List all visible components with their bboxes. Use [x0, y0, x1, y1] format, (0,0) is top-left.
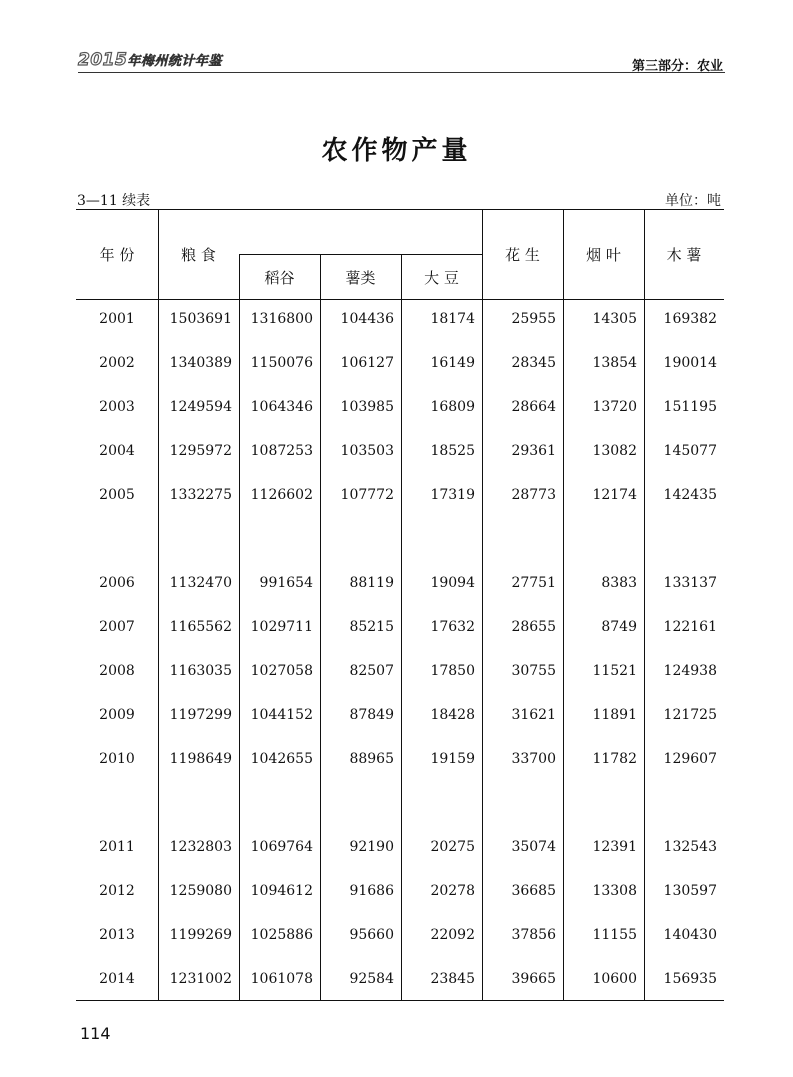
- table-cell-tuber: 92584: [349, 971, 394, 987]
- table-cell-tobacco: 13854: [592, 355, 637, 371]
- table-cell-peanut: 28655: [511, 619, 556, 635]
- table-cell-tuber: 106127: [340, 355, 394, 371]
- table-cell-tobacco: 11521: [592, 663, 637, 679]
- subheader-rule: [239, 254, 482, 255]
- table-cell-rice: 1150076: [250, 355, 313, 371]
- table-cell-rice: 1064346: [250, 399, 313, 415]
- table-cell-year: 2001: [99, 311, 135, 327]
- table-cell-soybean: 22092: [430, 927, 475, 943]
- table-cell-tobacco: 14305: [592, 311, 637, 327]
- table-cell-soybean: 18428: [430, 707, 475, 723]
- table-cell-peanut: 31621: [511, 707, 556, 723]
- header-year: 2015: [78, 50, 128, 70]
- table-cell-soybean: 18525: [430, 443, 475, 459]
- table-cell-year: 2008: [99, 663, 135, 679]
- table-cell-peanut: 28345: [511, 355, 556, 371]
- column-rule: [158, 209, 159, 1000]
- table-cell-year: 2013: [99, 927, 135, 943]
- column-header-grain: 粮 食: [181, 246, 216, 264]
- table-cell-tuber: 82507: [349, 663, 394, 679]
- table-cell-rice: 1316800: [250, 311, 313, 327]
- table-cell-tobacco: 11155: [592, 927, 637, 943]
- page-title: 农作物产量: [321, 136, 472, 166]
- table-cell-cassava: 140430: [663, 927, 717, 943]
- table-cell-cassava: 130597: [663, 883, 717, 899]
- table-cell-grain: 1332275: [169, 487, 232, 503]
- table-cell-cassava: 121725: [663, 707, 717, 723]
- table-cell-peanut: 30755: [511, 663, 556, 679]
- table-cell-soybean: 17850: [430, 663, 475, 679]
- table-cell-tuber: 104436: [340, 311, 394, 327]
- table-cell-grain: 1199269: [169, 927, 232, 943]
- table-cell-year: 2005: [99, 487, 135, 503]
- column-header-tobacco: 烟 叶: [586, 246, 621, 264]
- table-cell-tobacco: 12174: [592, 487, 637, 503]
- table-cell-year: 2014: [99, 971, 135, 987]
- table-cell-grain: 1165562: [169, 619, 232, 635]
- table-cell-soybean: 20278: [430, 883, 475, 899]
- table-cell-cassava: 133137: [663, 575, 717, 591]
- table-cell-grain: 1197299: [169, 707, 232, 723]
- table-cell-rice: 1029711: [250, 619, 313, 635]
- table-cell-year: 2003: [99, 399, 135, 415]
- column-header-cassava: 木 薯: [666, 246, 702, 264]
- column-header-year: 年 份: [99, 246, 135, 264]
- header-section-label: 第三部分：农业: [631, 59, 723, 74]
- table-cell-soybean: 16809: [430, 399, 475, 415]
- table-cell-year: 2010: [99, 751, 135, 767]
- running-header-title: [78, 50, 222, 70]
- table-cell-rice: 991654: [259, 575, 313, 591]
- table-cell-peanut: 28773: [511, 487, 556, 503]
- table-cell-tobacco: 11891: [592, 707, 637, 723]
- table-cell-soybean: 18174: [430, 311, 475, 327]
- column-header-tuber: 薯类: [345, 269, 376, 287]
- table-cell-rice: 1094612: [250, 883, 313, 899]
- table-cell-tuber: 103503: [340, 443, 394, 459]
- table-cell-year: 2009: [99, 707, 135, 723]
- column-rule: [644, 209, 645, 1000]
- table-cell-peanut: 33700: [511, 751, 556, 767]
- table-cell-tuber: 92190: [349, 839, 394, 855]
- table-cell-peanut: 27751: [511, 575, 556, 591]
- table-cell-rice: 1061078: [250, 971, 313, 987]
- table-cell-grain: 1232803: [169, 839, 232, 855]
- table-cell-rice: 1044152: [250, 707, 313, 723]
- table-cell-grain: 1259080: [169, 883, 232, 899]
- table-cell-peanut: 35074: [511, 839, 556, 855]
- header-book-title: 年梅州统计年鉴: [127, 54, 222, 69]
- column-rule: [563, 209, 564, 1000]
- table-cell-soybean: 16149: [430, 355, 475, 371]
- table-cell-grain: 1295972: [169, 443, 232, 459]
- table-cell-rice: 1126602: [250, 487, 313, 503]
- table-number: 3—11 续表: [77, 193, 151, 209]
- table-cell-cassava: 169382: [663, 311, 717, 327]
- table-cell-year: 2004: [99, 443, 135, 459]
- table-cell-year: 2007: [99, 619, 135, 635]
- table-cell-grain: 1198649: [169, 751, 232, 767]
- column-header-soybean: 大 豆: [424, 269, 459, 287]
- table-cell-peanut: 37856: [511, 927, 556, 943]
- table-cell-year: 2002: [99, 355, 135, 371]
- header-divider: [78, 72, 725, 73]
- table-cell-tobacco: 13308: [592, 883, 637, 899]
- column-rule: [482, 209, 483, 1000]
- table-cell-tobacco: 13720: [592, 399, 637, 415]
- table-cell-soybean: 23845: [430, 971, 475, 987]
- table-cell-soybean: 17632: [430, 619, 475, 635]
- table-cell-tobacco: 8383: [601, 575, 637, 591]
- table-cell-peanut: 29361: [511, 443, 556, 459]
- table-cell-tobacco: 13082: [592, 443, 637, 459]
- table-cell-grain: 1231002: [169, 971, 232, 987]
- table-unit: 单位：吨: [665, 193, 721, 209]
- table-cell-cassava: 129607: [663, 751, 717, 767]
- header-bottom-rule: [76, 299, 724, 300]
- table-cell-grain: 1340389: [169, 355, 232, 371]
- table-cell-rice: 1087253: [250, 443, 313, 459]
- table-cell-year: 2006: [99, 575, 135, 591]
- table-cell-tuber: 88119: [349, 575, 394, 591]
- table-cell-tuber: 91686: [349, 883, 394, 899]
- table-cell-cassava: 156935: [663, 971, 717, 987]
- table-cell-soybean: 20275: [430, 839, 475, 855]
- table-cell-soybean: 19159: [430, 751, 475, 767]
- table-cell-cassava: 142435: [663, 487, 717, 503]
- table-cell-cassava: 124938: [663, 663, 717, 679]
- table-cell-rice: 1069764: [250, 839, 313, 855]
- table-cell-tuber: 85215: [349, 619, 394, 635]
- table-cell-year: 2011: [99, 839, 135, 855]
- table-cell-soybean: 17319: [430, 487, 475, 503]
- table-top-rule: [76, 209, 724, 210]
- table-cell-tuber: 88965: [349, 751, 394, 767]
- table-cell-cassava: 145077: [663, 443, 717, 459]
- table-cell-cassava: 151195: [663, 399, 717, 415]
- table-cell-cassava: 132543: [663, 839, 717, 855]
- table-cell-tobacco: 12391: [592, 839, 637, 855]
- table-cell-soybean: 19094: [430, 575, 475, 591]
- table-cell-peanut: 25955: [511, 311, 556, 327]
- table-cell-tobacco: 10600: [592, 971, 637, 987]
- page-number: 114: [80, 1024, 111, 1043]
- table-cell-tuber: 95660: [349, 927, 394, 943]
- column-header-peanut: 花 生: [505, 246, 540, 264]
- table-cell-tuber: 103985: [340, 399, 394, 415]
- table-cell-rice: 1042655: [250, 751, 313, 767]
- table-bottom-rule: [76, 1000, 724, 1001]
- table-cell-year: 2012: [99, 883, 135, 899]
- table-cell-tuber: 107772: [340, 487, 394, 503]
- table-cell-rice: 1025886: [250, 927, 313, 943]
- table-cell-grain: 1503691: [169, 311, 232, 327]
- table-cell-cassava: 122161: [663, 619, 717, 635]
- table-cell-tobacco: 11782: [592, 751, 637, 767]
- table-cell-peanut: 28664: [511, 399, 556, 415]
- table-cell-grain: 1132470: [169, 575, 232, 591]
- table-cell-tuber: 87849: [349, 707, 394, 723]
- table-cell-grain: 1249594: [169, 399, 232, 415]
- table-cell-peanut: 39665: [511, 971, 556, 987]
- table-cell-tobacco: 8749: [601, 619, 637, 635]
- table-cell-peanut: 36685: [511, 883, 556, 899]
- table-cell-grain: 1163035: [169, 663, 232, 679]
- column-header-rice: 稻谷: [264, 269, 295, 287]
- table-cell-cassava: 190014: [663, 355, 717, 371]
- table-cell-rice: 1027058: [250, 663, 313, 679]
